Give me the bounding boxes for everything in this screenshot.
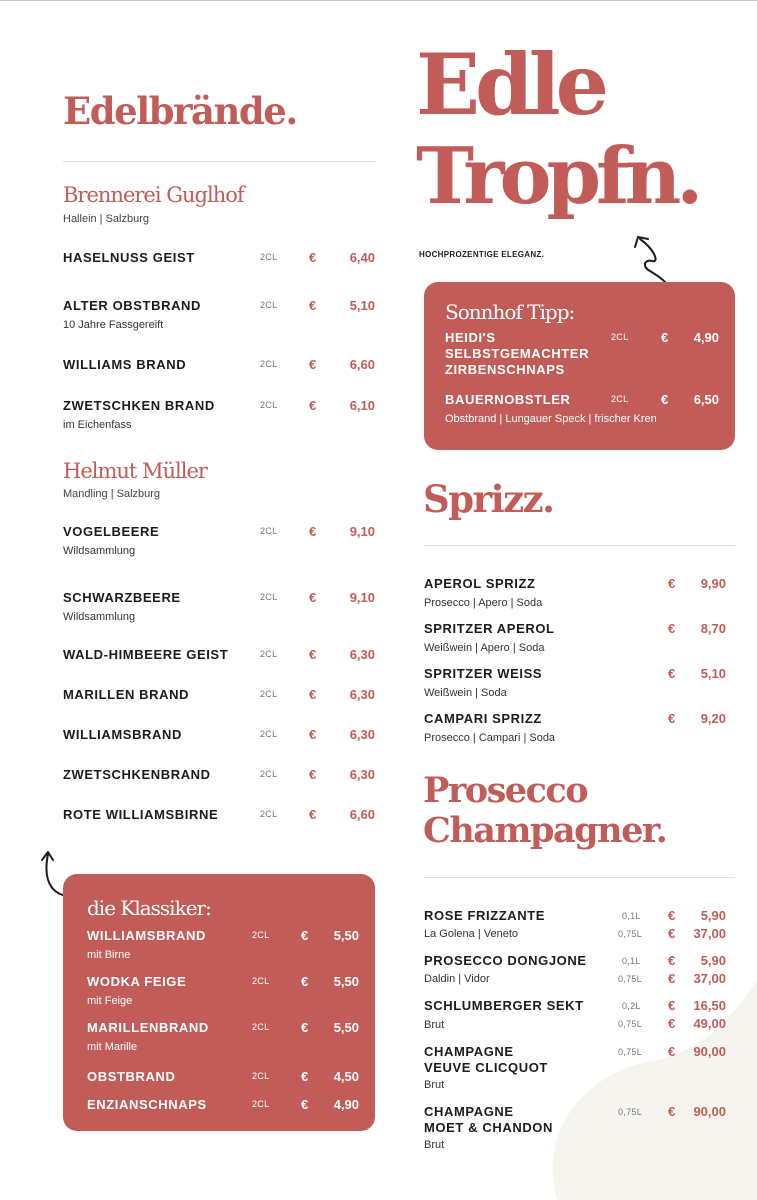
item-price: 4,90 (693, 330, 719, 345)
menu-item (424, 576, 726, 609)
currency-symbol: € (309, 250, 317, 265)
currency-symbol: € (309, 524, 317, 539)
currency-symbol: € (668, 1104, 676, 1119)
item-name: HASELNUSS GEIST (63, 250, 195, 265)
divider (424, 545, 735, 546)
section-heading-edelbraende: Edelbrände. (63, 89, 297, 133)
item-name: SPRITZER WEISS (424, 666, 543, 681)
menu-item (424, 666, 726, 699)
currency-symbol: € (668, 953, 676, 968)
producer-location: Hallein | Salzburg (63, 213, 150, 225)
currency-symbol: € (309, 357, 317, 372)
item-size: 0,75L (618, 929, 643, 939)
item-description: Obstbrand | Lungauer Speck | frischer Kren (445, 413, 657, 425)
item-size: 2CL (260, 252, 278, 262)
item-size: 0,1L (622, 911, 641, 921)
item-price: 6,30 (349, 767, 375, 782)
producer-location: Mandling | Salzburg (63, 488, 161, 500)
item-price: 6,40 (349, 250, 375, 265)
tipp-box (424, 282, 735, 450)
item-price: 5,50 (333, 1020, 359, 1035)
currency-symbol: € (661, 392, 669, 407)
item-price: 49,00 (693, 1016, 726, 1031)
item-name: SCHWARZBEERE (63, 590, 181, 605)
item-description: im Eichenfass (63, 419, 132, 431)
item-name: APEROL SPRIZZ (424, 576, 536, 591)
item-description: Brut (424, 1079, 445, 1091)
item-price: 90,00 (693, 1104, 726, 1119)
item-name: WILLIAMSBRAND (63, 727, 183, 742)
item-price: 9,90 (700, 576, 726, 591)
item-description: Brut (424, 1139, 445, 1151)
currency-symbol: € (668, 998, 676, 1013)
item-price: 4,90 (333, 1097, 359, 1112)
item-price: 90,00 (693, 1044, 726, 1059)
item-name: PROSECCO DONGJONE (424, 953, 587, 968)
tagline: HOCHPROZENTIGE ELEGANZ. (419, 250, 545, 259)
item-price: 5,90 (700, 953, 726, 968)
currency-symbol: € (301, 928, 309, 943)
item-price: 5,10 (700, 666, 726, 681)
item-name: BAUERNOBSTLER (445, 392, 571, 407)
item-name: ROTE WILLIAMSBIRNE (63, 807, 219, 822)
item-price: 6,10 (349, 398, 375, 413)
item-name: SCHLUMBERGER SEKT (424, 998, 584, 1013)
item-description: mit Marille (87, 1041, 138, 1053)
item-size: 2CL (260, 300, 278, 310)
menu-item (63, 524, 375, 557)
item-name: ALTER OBSTBRAND (63, 298, 202, 313)
item-size: 2CL (252, 1071, 270, 1081)
item-price: 9,20 (700, 711, 726, 726)
item-size: 2CL (260, 689, 278, 699)
item-price: 8,70 (700, 621, 726, 636)
item-size: 0,75L (618, 1107, 643, 1117)
item-price: 5,10 (349, 298, 375, 313)
item-price: 6,30 (349, 647, 375, 662)
menu-item (424, 1044, 726, 1094)
item-size: 2CL (260, 359, 278, 369)
item-name: WILLIAMS BRAND (63, 357, 187, 372)
hero-title-line2: Tropfn. (416, 131, 699, 222)
item-price: 6,30 (349, 727, 375, 742)
item-size: 0,1L (622, 956, 641, 966)
menu-item (63, 298, 375, 331)
item-price: 6,30 (349, 687, 375, 702)
menu-item (63, 687, 375, 707)
currency-symbol: € (309, 807, 317, 822)
divider (63, 161, 375, 162)
menu-item (87, 1069, 359, 1089)
item-size: 2CL (260, 769, 278, 779)
item-price: 37,00 (693, 926, 726, 941)
item-name: SPRITZER APEROL (424, 621, 555, 636)
menu-item (445, 392, 719, 425)
item-description: Daldin | Vidor (424, 973, 490, 985)
menu-item (63, 807, 375, 827)
item-name: CHAMPAGNE MOET & CHANDON (424, 1104, 554, 1135)
item-name: VOGELBEERE (63, 524, 160, 539)
currency-symbol: € (309, 767, 317, 782)
item-size: 2CL (260, 526, 278, 536)
item-size: 2CL (252, 1022, 270, 1032)
currency-symbol: € (668, 971, 676, 986)
item-description: mit Birne (87, 949, 131, 961)
menu-item (63, 727, 375, 747)
currency-symbol: € (309, 398, 317, 413)
menu-item (424, 953, 726, 989)
item-size: 2CL (260, 809, 278, 819)
currency-symbol: € (309, 647, 317, 662)
item-name: CAMPARI SPRIZZ (424, 711, 542, 726)
hero-title-line1: Edle (416, 35, 605, 134)
item-price: 6,50 (693, 392, 719, 407)
item-price: 16,50 (693, 998, 726, 1013)
currency-symbol: € (668, 711, 676, 726)
item-price: 6,60 (349, 807, 375, 822)
menu-item (63, 398, 375, 431)
item-size: 0,75L (618, 1019, 643, 1029)
currency-symbol: € (661, 330, 669, 345)
currency-symbol: € (309, 727, 317, 742)
item-description: Weißwein | Apero | Soda (424, 642, 545, 654)
currency-symbol: € (668, 1016, 676, 1031)
menu-item (424, 1104, 726, 1154)
currency-symbol: € (301, 1020, 309, 1035)
menu-item (87, 1097, 359, 1117)
item-size: 2CL (252, 930, 270, 940)
section-heading-prosecco (423, 771, 666, 851)
menu-item (87, 974, 359, 1007)
item-size: 2CL (260, 592, 278, 602)
item-description: La Golena | Veneto (424, 928, 518, 940)
menu-item (87, 1020, 359, 1053)
item-price: 5,50 (333, 928, 359, 943)
item-size: 2CL (611, 332, 629, 342)
item-name: CHAMPAGNE VEUVE CLICQUOT (424, 1044, 548, 1075)
currency-symbol: € (668, 576, 676, 591)
item-size: 2CL (611, 394, 629, 404)
heading-line: Prosecco (423, 770, 588, 811)
item-size: 2CL (252, 976, 270, 986)
currency-symbol: € (668, 926, 676, 941)
item-name: OBSTBRAND (87, 1069, 176, 1084)
currency-symbol: € (309, 687, 317, 702)
item-size: 2CL (260, 400, 278, 410)
item-price: 5,50 (333, 974, 359, 989)
item-description: Wildsammlung (63, 611, 136, 623)
menu-item (63, 590, 375, 623)
menu-item (87, 928, 359, 961)
box-title: Sonnhof Tipp: (445, 300, 575, 324)
currency-symbol: € (301, 974, 309, 989)
item-name: ZWETSCHKENBRAND (63, 767, 211, 782)
currency-symbol: € (301, 1069, 309, 1084)
item-description: Weißwein | Soda (424, 687, 507, 699)
item-name: ROSE FRIZZANTE (424, 908, 546, 923)
item-name: WALD-HIMBEERE GEIST (63, 647, 229, 662)
currency-symbol: € (309, 590, 317, 605)
item-name: WODKA FEIGE (87, 974, 187, 989)
menu-item (445, 330, 719, 382)
currency-symbol: € (668, 1044, 676, 1059)
heading-line: Champagner. (423, 810, 667, 851)
menu-item (424, 908, 726, 944)
klassiker-box (63, 874, 375, 1131)
menu-item (424, 998, 726, 1034)
item-name: ZWETSCHKEN BRAND (63, 398, 215, 413)
currency-symbol: € (668, 908, 676, 923)
item-size: 2CL (260, 729, 278, 739)
item-description: Prosecco | Campari | Soda (424, 732, 556, 744)
item-price: 4,50 (333, 1069, 359, 1084)
item-description: Brut (424, 1019, 445, 1031)
item-price: 9,10 (349, 524, 375, 539)
item-name: MARILLENBRAND (87, 1020, 209, 1035)
item-size: 0,75L (618, 1047, 643, 1057)
item-price: 5,90 (700, 908, 726, 923)
producer-name: Helmut Müller (63, 459, 207, 483)
currency-symbol: € (301, 1097, 309, 1112)
currency-symbol: € (309, 298, 317, 313)
item-price: 37,00 (693, 971, 726, 986)
currency-symbol: € (668, 666, 676, 681)
item-name: HEIDI'S SELBSTGEMACHTER ZIRBENSCHNAPS (445, 330, 590, 377)
box-title: die Klassiker: (87, 896, 211, 920)
item-size: 0,2L (622, 1001, 641, 1011)
menu-item (63, 357, 375, 377)
menu-item (63, 250, 375, 270)
item-price: 6,60 (349, 357, 375, 372)
divider (424, 877, 735, 878)
item-description: Prosecco | Apero | Soda (424, 597, 543, 609)
item-name: WILLIAMSBRAND (87, 928, 207, 943)
item-description: Wildsammlung (63, 545, 136, 557)
menu-item (424, 711, 726, 744)
item-description: 10 Jahre Fassgereift (63, 319, 164, 331)
item-size: 2CL (252, 1099, 270, 1109)
item-size: 0,75L (618, 974, 643, 984)
item-name: ENZIANSCHNAPS (87, 1097, 207, 1112)
item-name: MARILLEN BRAND (63, 687, 190, 702)
menu-item (63, 767, 375, 787)
menu-item (424, 621, 726, 654)
item-price: 9,10 (349, 590, 375, 605)
currency-symbol: € (668, 621, 676, 636)
producer-name: Brennerei Guglhof (63, 183, 244, 207)
menu-item (63, 647, 375, 667)
item-size: 2CL (260, 649, 278, 659)
section-heading-sprizz: Sprizz. (423, 477, 554, 521)
item-description: mit Feige (87, 995, 133, 1007)
